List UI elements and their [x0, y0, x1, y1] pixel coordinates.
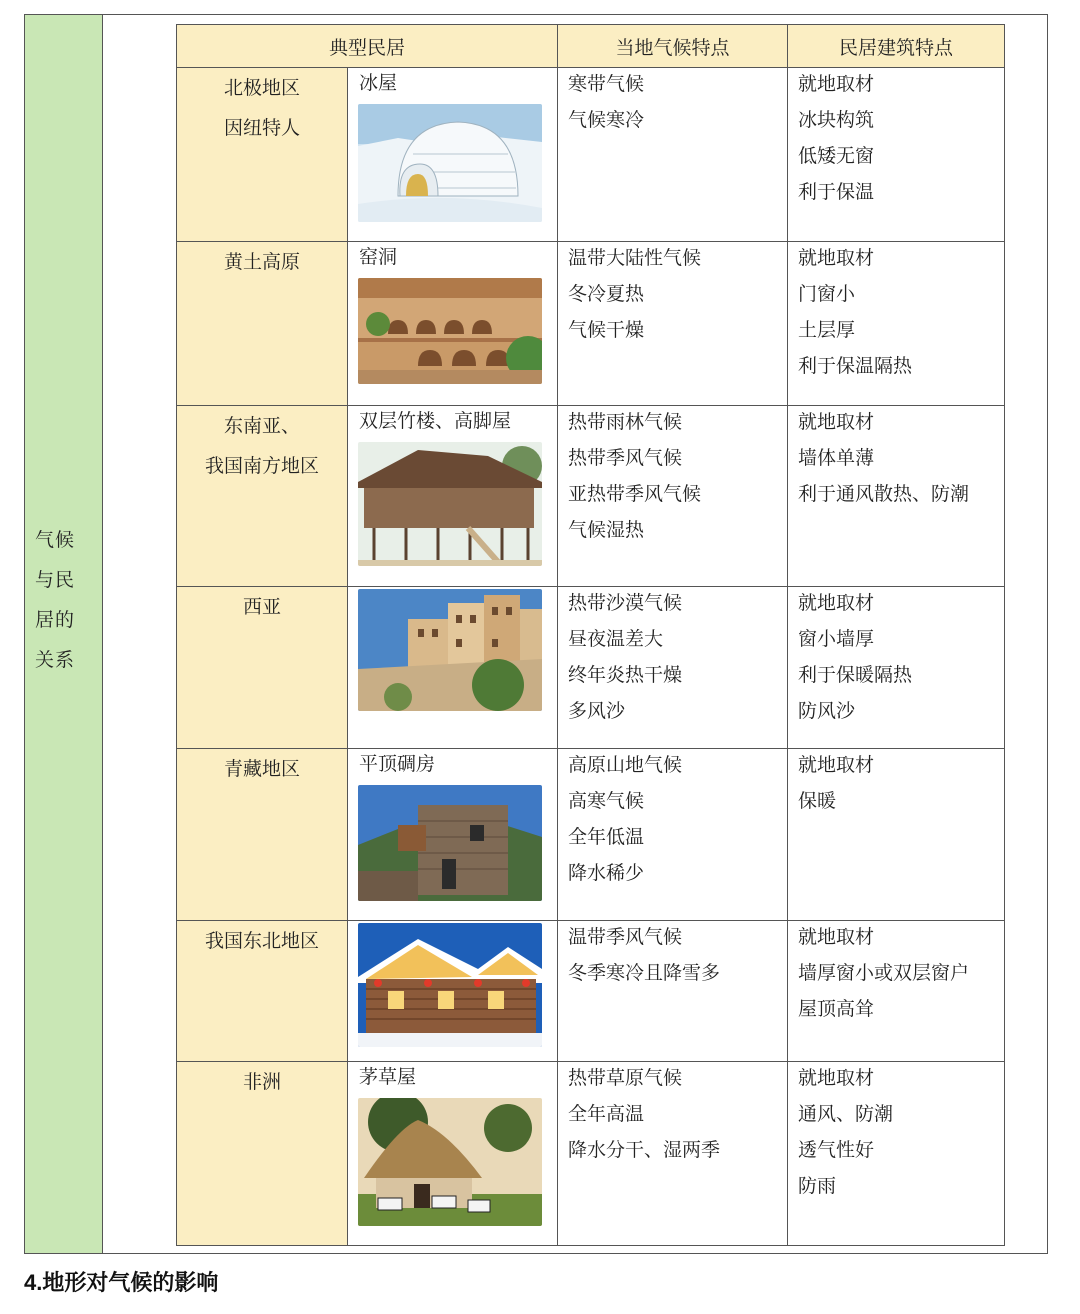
region-cell: 我国东北地区	[177, 921, 348, 1062]
region-cell: 非洲	[177, 1062, 348, 1246]
region-cell: 东南亚、 我国南方地区	[177, 406, 348, 587]
region-cell: 北极地区 因纽特人	[177, 68, 348, 242]
header-building-features: 民居建筑特点	[788, 25, 1005, 68]
dwelling-cell	[348, 749, 558, 921]
climate-cell: 热带雨林气候 热带季风气候 亚热带季风气候 气候湿热	[558, 406, 788, 587]
igloo-photo	[358, 104, 542, 222]
features-cell: 就地取材 窗小墙厚 利于保暖隔热 防风沙	[788, 587, 1005, 749]
sidebar-label: 气候与民居的关系	[35, 529, 76, 671]
header-typical-dwelling: 典型民居	[177, 25, 558, 68]
dwelling-cell	[348, 242, 558, 406]
region-cell: 西亚	[177, 587, 348, 749]
dwelling-name: 平顶碉房	[359, 753, 436, 775]
features-cell: 就地取材 保暖	[788, 749, 1005, 921]
category-sidebar	[25, 15, 103, 1253]
table-row	[177, 406, 1005, 587]
climate-cell: 温带大陆性气候 冬冷夏热 气候干燥	[558, 242, 788, 406]
log-house-photo	[358, 923, 542, 1047]
stone-house-photo	[358, 785, 542, 901]
climate-cell: 高原山地气候 高寒气候 全年低温 降水稀少	[558, 749, 788, 921]
mud-brick-house-photo	[358, 589, 542, 711]
region-cell: 青藏地区	[177, 749, 348, 921]
cave-dwelling-photo	[358, 278, 542, 384]
header-climate: 当地气候特点	[558, 25, 788, 68]
region-cell: 黄土高原	[177, 242, 348, 406]
climate-cell: 寒带气候 气候寒冷	[558, 68, 788, 242]
table-row	[177, 242, 1005, 406]
features-cell: 就地取材 门窗小 土层厚 利于保温隔热	[788, 242, 1005, 406]
table-row	[177, 1062, 1005, 1246]
dwelling-name: 窑洞	[359, 246, 398, 268]
section-heading: 4.地形对气候的影响	[24, 1270, 219, 1295]
dwelling-name: 双层竹楼、高脚屋	[359, 410, 512, 432]
table-header-row	[177, 25, 1005, 68]
features-cell: 就地取材 墙体单薄 利于通风散热、防潮	[788, 406, 1005, 587]
dwelling-cell	[348, 1062, 558, 1246]
features-cell: 就地取材 冰块构筑 低矮无窗 利于保温	[788, 68, 1005, 242]
housing-climate-table	[176, 24, 1005, 1246]
table-row	[177, 587, 1005, 749]
table-row	[177, 68, 1005, 242]
dwelling-cell	[348, 587, 558, 749]
table-row	[177, 921, 1005, 1062]
features-cell: 就地取材 墙厚窗小或双层窗户 屋顶高耸	[788, 921, 1005, 1062]
dwelling-cell	[348, 68, 558, 242]
dwelling-cell	[348, 921, 558, 1062]
climate-cell: 热带草原气候 全年高温 降水分干、湿两季	[558, 1062, 788, 1246]
climate-cell: 热带沙漠气候 昼夜温差大 终年炎热干燥 多风沙	[558, 587, 788, 749]
stilt-house-photo	[358, 442, 542, 566]
dwelling-cell	[348, 406, 558, 587]
dwelling-name: 茅草屋	[359, 1066, 417, 1088]
features-cell: 就地取材 通风、防潮 透气性好 防雨	[788, 1062, 1005, 1246]
table-row	[177, 749, 1005, 921]
climate-cell: 温带季风气候 冬季寒冷且降雪多	[558, 921, 788, 1062]
dwelling-name: 冰屋	[359, 72, 398, 94]
thatched-hut-photo	[358, 1098, 542, 1226]
